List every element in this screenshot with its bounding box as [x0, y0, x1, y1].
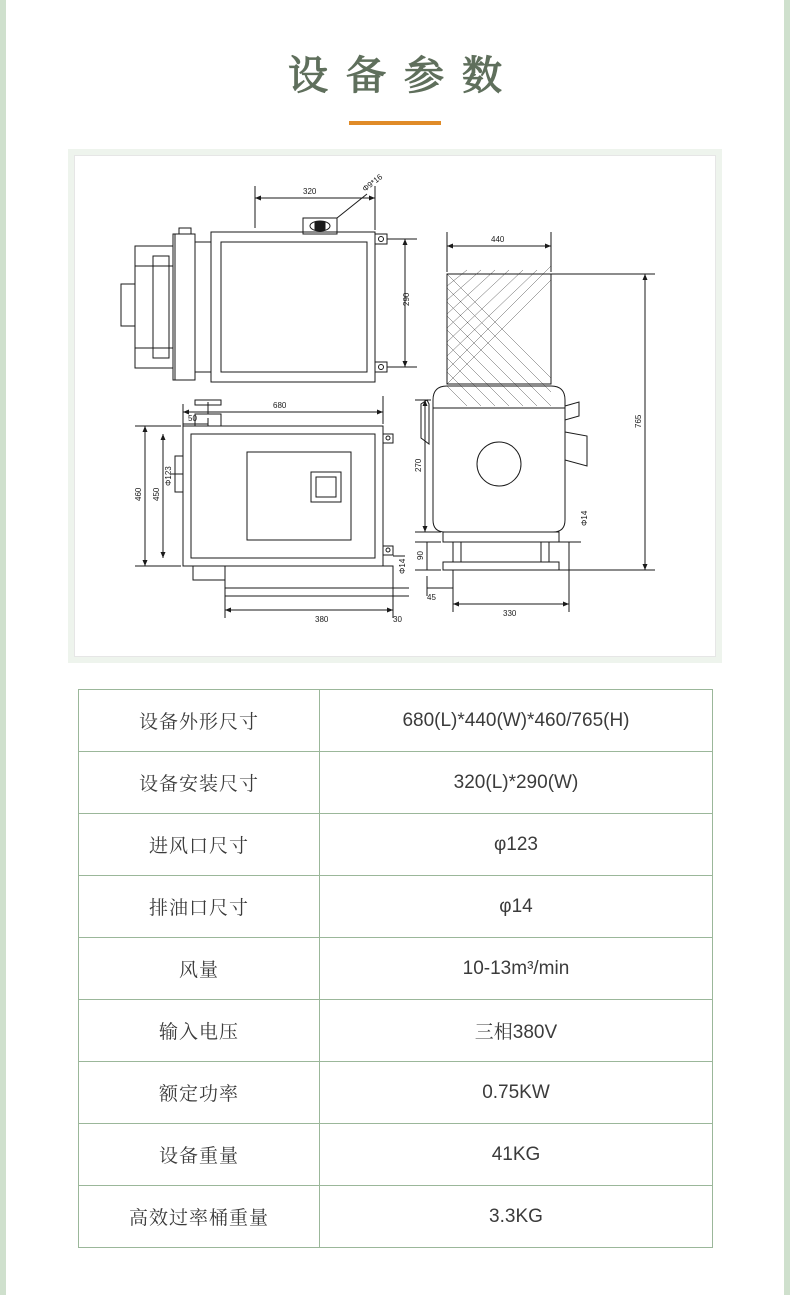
svg-text:Φ14: Φ14: [398, 558, 407, 574]
svg-text:440: 440: [491, 235, 505, 244]
svg-text:765: 765: [634, 414, 643, 428]
svg-text:Φ14: Φ14: [580, 510, 589, 526]
svg-text:270: 270: [414, 458, 423, 472]
svg-text:45: 45: [427, 593, 436, 602]
spec-value: 0.75KW: [320, 1062, 712, 1124]
spec-value: 三相380V: [320, 1000, 712, 1062]
title-underline: [349, 121, 441, 125]
footer-space: [6, 1248, 784, 1278]
svg-text:460: 460: [134, 487, 143, 501]
svg-text:450: 450: [152, 487, 161, 501]
spec-value: 41KG: [320, 1124, 712, 1186]
spec-value: φ123: [320, 814, 712, 876]
page-title: 设备参数: [288, 54, 520, 98]
svg-text:Φ9*16: Φ9*16: [360, 172, 385, 194]
table-row: [78, 1000, 712, 1062]
table-row: [78, 1062, 712, 1124]
svg-text:380: 380: [315, 615, 329, 624]
svg-text:90: 90: [416, 551, 425, 560]
spec-label: 设备外形尺寸: [78, 690, 320, 752]
svg-text:30: 30: [393, 615, 402, 624]
svg-text:50: 50: [188, 414, 197, 423]
spec-label: 高效过率桶重量: [78, 1186, 320, 1248]
table-row: [78, 814, 712, 876]
spec-value: 680(L)*440(W)*460/765(H): [320, 690, 712, 752]
spec-label: 设备安装尺寸: [78, 752, 320, 814]
svg-text:320: 320: [303, 187, 317, 196]
table-row: [78, 1124, 712, 1186]
spec-label: 排油口尺寸: [78, 876, 320, 938]
spec-value: 320(L)*290(W): [320, 752, 712, 814]
page-header: [6, 0, 784, 125]
table-row: [78, 1186, 712, 1248]
spec-value: φ14: [320, 876, 712, 938]
spec-label: 额定功率: [78, 1062, 320, 1124]
spec-table-body: [78, 690, 712, 1248]
svg-text:Φ123: Φ123: [164, 466, 173, 486]
spec-label: 风量: [78, 938, 320, 1000]
drawing-panel: [74, 155, 716, 657]
spec-label: 进风口尺寸: [78, 814, 320, 876]
specification-table: [78, 689, 713, 1248]
table-row: [78, 752, 712, 814]
spec-value: 3.3KG: [320, 1186, 712, 1248]
table-row: [78, 876, 712, 938]
table-row: [78, 938, 712, 1000]
svg-text:290: 290: [402, 292, 411, 306]
table-row: [78, 690, 712, 752]
spec-label: 设备重量: [78, 1124, 320, 1186]
spec-value: 10-13m³/min: [320, 938, 712, 1000]
spec-label: 输入电压: [78, 1000, 320, 1062]
svg-text:680: 680: [273, 401, 287, 410]
equipment-technical-drawing: [75, 156, 715, 656]
svg-text:330: 330: [503, 609, 517, 618]
